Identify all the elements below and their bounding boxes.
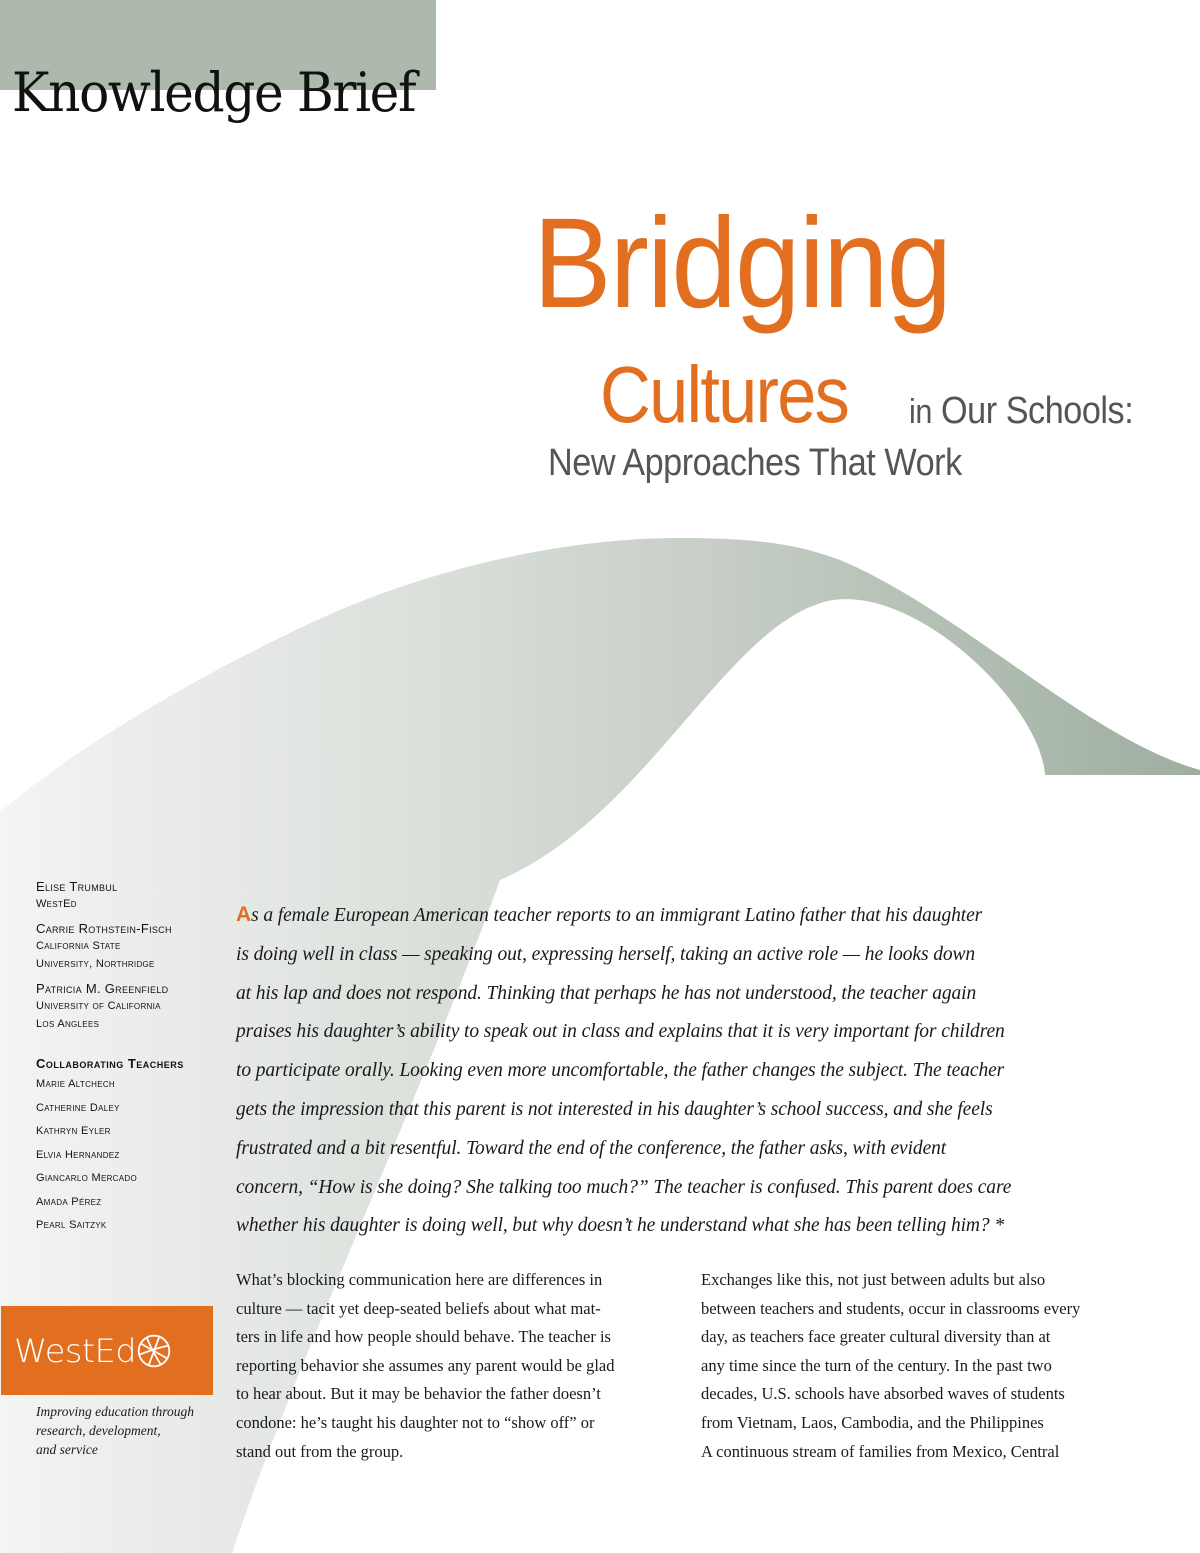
sidebar-credits	[36, 878, 236, 1238]
body-column-right	[701, 1266, 1151, 1466]
author-entry	[36, 920, 236, 973]
intro-line: to participate orally. Looking even more uncomfortable, the father changes the subject. The teacher	[236, 1060, 1005, 1082]
intro-line: whether his daughter is doing well, but why doesn’t he understand what she has been telling him? *	[236, 1215, 1004, 1237]
body-line: reporting behavior she assumes any parent would be glad	[236, 1355, 615, 1375]
body-line: between teachers and students, occur in classrooms every	[701, 1298, 1081, 1318]
intro-line: praises his daughter’s ability to speak out in class and explains that it is very important for children	[236, 1021, 1005, 1043]
publication-series-title: Knowledge Brief	[12, 61, 416, 125]
author-entry	[36, 878, 236, 913]
body-line: culture — tacit yet deep-seated beliefs about what mat-	[236, 1298, 601, 1318]
body-line: from Vietnam, Laos, Cambodia, and the Philippines	[701, 1412, 1044, 1432]
body-column-left	[236, 1266, 676, 1466]
author-affiliation: California State	[36, 940, 121, 952]
body-line: to hear about. But it may be behavior the father doesn’t	[236, 1384, 601, 1404]
intro-line: is doing well in class — speaking out, expressing herself, taking an active role — he looks down	[236, 943, 976, 965]
author-affiliation: WestEd	[36, 898, 77, 910]
tagline-line: Improving education through	[36, 1404, 194, 1419]
globe-icon	[136, 1333, 172, 1369]
title-line-cultures: Cultures	[600, 350, 849, 439]
body-line: Exchanges like this, not just between adults but also	[701, 1270, 1046, 1289]
title-line-bridging: Bridging	[533, 192, 951, 335]
author-name: Patricia M. Greenfield	[36, 981, 169, 996]
intro-line: gets the impression that this parent is not interested in his daughter’s school success, and she feels	[236, 1098, 993, 1120]
body-line: What’s blocking communication here are differences in	[236, 1270, 603, 1289]
intro-vignette	[236, 896, 1136, 1246]
collaborating-teachers-heading: Collaborating Teachers	[36, 1056, 184, 1071]
author-name: Elise Trumbul	[36, 879, 118, 894]
intro-line	[236, 896, 1136, 936]
title-word-in: in	[909, 393, 932, 431]
teacher-name: Giancarlo Mercado	[36, 1172, 138, 1184]
body-line: A continuous stream of families from Mexico, Central	[701, 1441, 1060, 1461]
body-line: ters in life and how people should behave. The teacher is	[236, 1327, 611, 1347]
body-line: condone: he’s taught his daughter not to “show off” or	[236, 1412, 595, 1432]
author-affiliation: University, Northridge	[36, 958, 155, 970]
body-line: stand out from the group.	[236, 1441, 404, 1461]
teacher-name: Catherine Daley	[36, 1101, 120, 1114]
body-line: decades, U.S. schools have absorbed waves of students	[701, 1384, 1065, 1404]
title-words-our-schools: Our Schools:	[940, 390, 1134, 432]
tagline-line: and service	[36, 1442, 98, 1457]
author-affiliation: Los Anglees	[36, 1018, 100, 1030]
body-line: any time since the turn of the century. In the past two	[701, 1355, 1052, 1375]
author-name: Carrie Rothstein-Fisch	[36, 921, 172, 936]
teacher-name: Pearl Saitzyk	[36, 1219, 107, 1231]
tagline-line: research, development,	[36, 1423, 161, 1438]
teacher-name: Kathryn Eyler	[36, 1125, 111, 1137]
teacher-name: Elvia Hernandez	[36, 1148, 120, 1161]
author-affiliation: University of California	[36, 1000, 161, 1012]
drop-cap: A	[236, 903, 252, 926]
teacher-name: Marie Altchech	[36, 1078, 116, 1090]
teacher-name: Amada Pérez	[36, 1195, 102, 1208]
intro-line: at his lap and does not respond. Thinking that perhaps he has not understood, the teacher again	[236, 982, 977, 1004]
logo-wordmark: WestEd	[14, 1331, 137, 1370]
author-entry	[36, 980, 236, 1033]
logo-tagline	[36, 1402, 226, 1459]
wested-logo	[1, 1306, 213, 1395]
intro-line: concern, “How is she doing? She talking too much?” The teacher is confused. This parent does care	[236, 1176, 1012, 1198]
body-line: day, as teachers face greater cultural diversity than at	[701, 1327, 1051, 1347]
intro-line: frustrated and a bit resentful. Toward the end of the conference, the father asks, with evident	[236, 1137, 947, 1159]
intro-first-line-text: s a female European American teacher reports to an immigrant Latino father that his daughter	[251, 905, 983, 926]
document-subtitle: New Approaches That Work	[548, 442, 962, 484]
title-line-in-our-schools	[909, 392, 1133, 430]
